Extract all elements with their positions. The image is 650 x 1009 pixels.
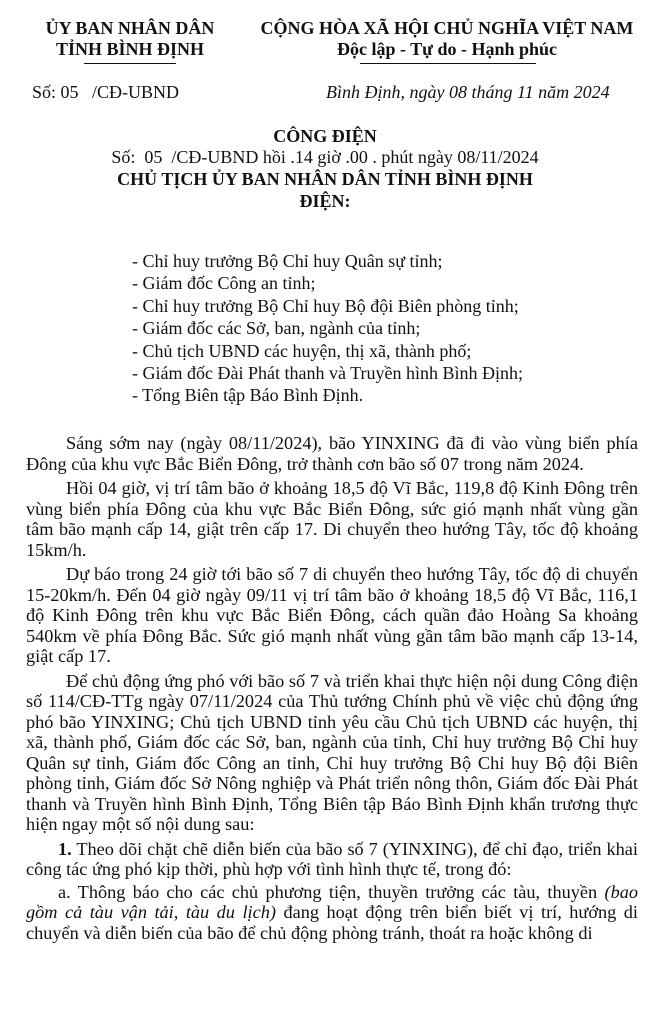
directive-item-1 [26, 839, 638, 880]
document-number: Số: 05 /CĐ-UBND [32, 82, 180, 102]
nation-title: CỘNG HÒA XÃ HỘI CHỦ NGHĨA VIỆT NAM [260, 18, 634, 38]
org-name-line2: TỈNH BÌNH ĐỊNH [55, 39, 205, 59]
directive-item-a [26, 882, 638, 944]
recipient-item: - Giám đốc các Sở, ban, ngành của tỉnh; [132, 318, 421, 339]
paragraph-forecast: Dự báo trong 24 giờ tới bão số 7 di chuyển theo hướng Tây, tốc độ di chuyển 15-20km/h. Đến 04 giờ ngày 09/11 vị trí tâm bão ở khoảng 18,5 độ Vĩ Bắc, 116,1 độ Kinh Đông trên khu vực Bắc Biển Đông, cách quần đảo Hoàng Sa khoảng 540km về phía Đông Bắc. Sức gió mạnh nhất vùng gần tâm bão mạnh cấp 13-14, giật cấp 17. [26, 564, 638, 666]
org-name-line1: ỦY BAN NHÂN DÂN [45, 18, 215, 38]
item-a-italic: (bao gồm cả tàu vận tải, tàu du lịch) [26, 881, 638, 922]
reference-line: Số: 05 /CĐ-UBND hồi .14 giờ .00 . phút ngày 08/11/2024 [111, 147, 539, 167]
item-a-suffix: đang hoạt động trên biển biết vị trí, hướng di chuyển và diễn biến của bão để chủ động phòng tránh, thoát ra hoặc không di [26, 902, 639, 943]
recipient-item: - Chỉ huy trưởng Bộ Chỉ huy Quân sự tỉnh; [132, 251, 443, 271]
recipient-item: - Chỉ huy trưởng Bộ Chỉ huy Bộ đội Biên phòng tỉnh; [132, 295, 519, 316]
recipient-item: - Giám đốc Đài Phát thanh và Truyền hình Bình Định; [132, 363, 523, 384]
recipient-item: - Tổng Biên tập Báo Bình Định. [132, 385, 364, 406]
paragraph-directive: Để chủ động ứng phó với bão số 7 và triển khai thực hiện nội dung Công điện số 114/CĐ-TTg ngày 07/11/2024 của Thủ tướng Chính phủ về việc chủ động ứng phó bão YINXING; Chủ tịch UBND tỉnh yêu cầu Chủ tịch UBND các huyện, thị xã, thành phố, Giám đốc các Sở, ban, ngành của tỉnh, Chỉ huy trưởng Bộ Chỉ huy Quân sự tỉnh, Giám đốc Công an tỉnh, Chỉ huy trưởng Bộ Chỉ huy Bộ đội Biên phòng tỉnh, Giám đốc Sở Nông nghiệp và Phát triển nông thôn, Giám đốc Đài Phát thanh và Truyền hình Bình Định, Tổng Biên tập Báo Bình Định khẩn trương thực hiện ngay một số nội dung sau: [26, 670, 638, 834]
issuer-title: CHỦ TỊCH ỦY BAN NHÂN DÂN TỈNH BÌNH ĐỊNH [117, 169, 533, 189]
item-a-prefix: a. Thông báo cho các chủ phương tiện, thuyền trưởng các tàu, thuyền [58, 881, 605, 902]
paragraph-current-position: Hồi 04 giờ, vị trí tâm bão ở khoảng 18,5 độ Vĩ Bắc, 119,8 độ Kinh Đông trên vùng biển phía Đông của khu vực Bắc Biển Đông, sức gió mạnh nhất vùng gần tâm bão mạnh cấp 14, giật trên cấp 17. Di chuyển theo hướng Tây, tốc độ khoảng 15km/h. [26, 478, 638, 560]
dien-label: ĐIỆN: [299, 191, 351, 211]
item-text: Theo dõi chặt chẽ diễn biến của bão số 7 (YINXING), để chỉ đạo, triển khai công tác ứng phó kịp thời, phù hợp với tình hình thực tế, trong đó: [26, 838, 638, 879]
place-and-date: Bình Định, ngày 08 tháng 11 năm 2024 [326, 82, 610, 102]
item-number: 1. [58, 838, 72, 859]
paragraph-overview: Sáng sớm nay (ngày 08/11/2024), bão YINXING đã đi vào vùng biển phía Đông của khu vực Bắc Biển Đông, trở thành cơn bão số 07 trong năm 2024. [26, 433, 638, 474]
recipient-item: - Giám đốc Công an tỉnh; [132, 273, 316, 294]
document-type: CÔNG ĐIỆN [273, 126, 377, 146]
recipient-item: - Chủ tịch UBND các huyện, thị xã, thành phố; [132, 340, 472, 361]
document-body [26, 433, 638, 945]
motto-underline [360, 63, 536, 64]
national-motto: Độc lập - Tự do - Hạnh phúc [336, 39, 558, 59]
org-underline [84, 63, 176, 64]
recipient-list [132, 250, 523, 407]
